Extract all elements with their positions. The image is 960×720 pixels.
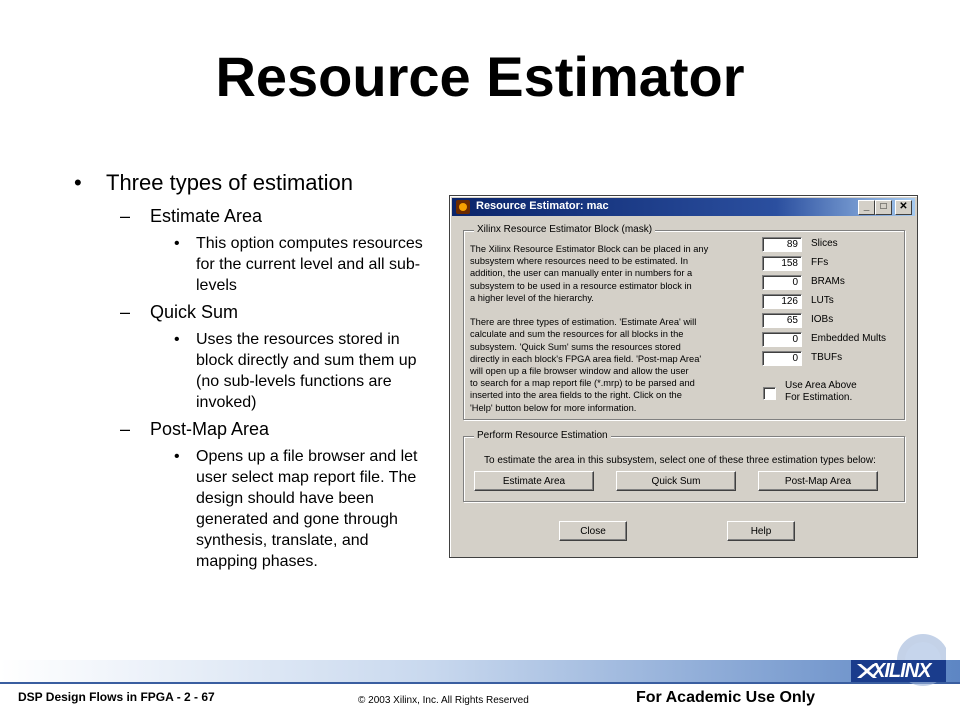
mask-description: The Xilinx Resource Estimator Block can be placed in any subsystem where resources need to be estimated. In addition, the user can manually enter in numbers for a subsystem to be used in a resource estimator block in a higher level of the hierarchy. There are three types of estimation. 'Estimate Area' will calculate and sum the resources for all blocks in the subsystem. 'Quick Sum' sums the resources stored directly in each block's FPGA area field. 'Post-map Area' will open up a file browser window and allow the user to search for a map report file (*.mrp) to be parsed and inserted into the area fields to the right. Click on the 'Help' button below for more information. xyxy=(470,244,709,413)
luts-field[interactable]: 126 xyxy=(762,294,802,309)
slide-title: Resource Estimator xyxy=(215,45,745,108)
bullet-marker: • xyxy=(74,170,82,195)
iobs-field[interactable]: 65 xyxy=(762,313,802,328)
xilinx-logo-text: XILINX xyxy=(872,660,931,682)
detail-estimate-area xyxy=(70,233,432,296)
slices-label: Slices xyxy=(811,238,838,249)
subbullet-post-map-area xyxy=(70,419,440,440)
brams-field[interactable]: 0 xyxy=(762,275,802,290)
luts-label: LUTs xyxy=(811,295,834,306)
subbullet-estimate-area xyxy=(70,206,440,227)
subbullet-label: Quick Sum xyxy=(150,302,239,322)
subbullet-label: Post-Map Area xyxy=(150,419,270,439)
mask-group xyxy=(463,224,905,420)
bullet-marker: • xyxy=(174,448,180,465)
iobs-label: IOBs xyxy=(811,314,834,325)
tbufs-label: TBUFs xyxy=(811,352,843,363)
estimate-area-button[interactable]: Estimate Area xyxy=(474,471,594,491)
bullet-marker: • xyxy=(174,235,180,252)
footer-band xyxy=(0,660,960,682)
detail-text: Opens up a file browser and let user select map report file. The design should have been generated and gone through synthesis, translate, and mapping phases. xyxy=(196,448,418,570)
dash-marker: – xyxy=(120,206,131,226)
detail-post-map-area xyxy=(70,446,432,572)
dash-marker: – xyxy=(120,419,131,439)
maximize-button[interactable]: □ xyxy=(875,200,892,215)
bullet-marker: • xyxy=(174,331,180,348)
subbullet-label: Estimate Area xyxy=(150,206,263,226)
window-titlebar[interactable] xyxy=(452,198,915,216)
footer-academic: For Academic Use Only xyxy=(636,689,816,706)
mask-group-legend: Xilinx Resource Estimator Block (mask) xyxy=(474,224,655,235)
matlab-app-icon xyxy=(456,200,470,214)
perform-instruction: To estimate the area in this subsystem, select one of these three estimation types below: xyxy=(484,455,876,466)
quick-sum-button[interactable]: Quick Sum xyxy=(616,471,736,491)
detail-quick-sum xyxy=(70,329,432,413)
close-button[interactable]: Close xyxy=(559,521,627,541)
ffs-label: FFs xyxy=(811,257,829,268)
resource-estimator-window xyxy=(449,195,918,558)
perform-group-legend: Perform Resource Estimation xyxy=(474,430,611,441)
dash-marker: – xyxy=(120,302,131,322)
ffs-field[interactable]: 158 xyxy=(762,256,802,271)
embedded-mults-field[interactable]: 0 xyxy=(762,332,802,347)
bullet-main xyxy=(70,170,440,196)
use-area-checkbox-label: Use Area Above For Estimation. xyxy=(785,380,857,403)
close-window-button[interactable]: ✕ xyxy=(895,200,912,215)
footer-course: DSP Design Flows in FPGA - 2 - 67 xyxy=(18,690,215,704)
help-button[interactable]: Help xyxy=(727,521,795,541)
use-area-checkbox[interactable] xyxy=(763,387,776,400)
footer-rule xyxy=(0,682,960,684)
subbullet-quick-sum xyxy=(70,302,440,323)
bullet-list xyxy=(70,170,440,578)
perform-group xyxy=(463,430,905,502)
footer-copyright: © 2003 Xilinx, Inc. All Rights Reserved xyxy=(358,695,529,706)
bullet-main-text: Three types of estimation xyxy=(106,170,354,195)
slices-field[interactable]: 89 xyxy=(762,237,802,252)
window-title: Resource Estimator: mac xyxy=(476,200,609,212)
detail-text: This option computes resources for the current level and all sub-levels xyxy=(196,235,423,294)
brams-label: BRAMs xyxy=(811,276,845,287)
tbufs-field[interactable]: 0 xyxy=(762,351,802,366)
minimize-button[interactable]: _ xyxy=(858,200,875,215)
post-map-area-button[interactable]: Post-Map Area xyxy=(758,471,878,491)
embedded-mults-label: Embedded Mults xyxy=(811,333,887,344)
detail-text: Uses the resources stored in block directly and sum them up (no sub-levels functions are invoked) xyxy=(196,331,417,411)
